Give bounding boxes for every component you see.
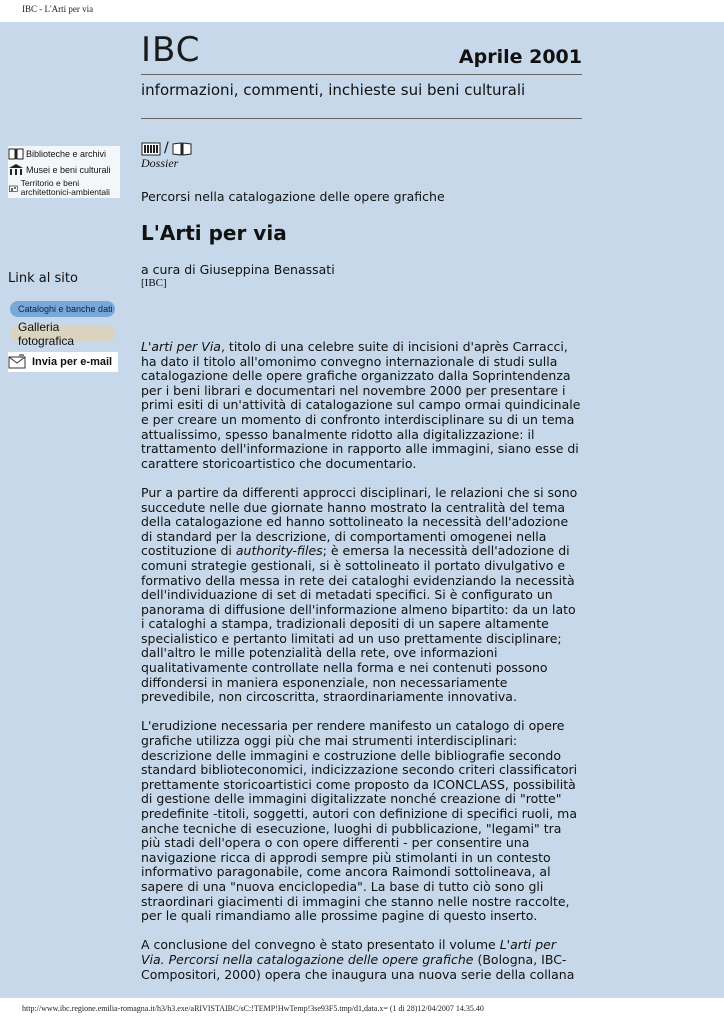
emphasis: L'arti per Via. Percorsi nella catalogazione delle opere grafiche: [141, 937, 557, 967]
text: L'erudizione necessaria per rendere manifesto un catalogo di opere grafiche utilizza oggi più che mai strumenti interdisciplinari: descrizione delle immagini e costruzione delle bibliografie secondo standard biblioteconomici, indicizzazione secondo criteri classificatori prettamente storicoartistici come proposto da ICONCLASS, possibilità di gestione delle immagini digitalizzate nonché creazione di "rotte" predefinite -titoli, soggetti, autori con definizione di specifici ruoli, ma anche tecniche di esecuzione, luoghi di pubblicazione, "legami" tra più stadi dell'opera o con opere differenti - per consentire una navigazione ricca di approdi sempre più stimolanti in un contesto informativo paragonabile, come ancora Raimondi sottolineava, al sapere di una "nuova enciclopedia". La base di tutto ciò sono gli straordinari giacimenti di immagini che stanno nelle nostre raccolte, per le quali rimandiamo alle prossime pagine di questo inserto.: [141, 718, 578, 924]
text: A conclusione del convegno è stato presentato il volume: [141, 937, 500, 953]
ibc-logo[interactable]: IBC: [141, 30, 201, 70]
paragraph: [141, 486, 582, 705]
email-label: Invia per e-mail: [32, 356, 113, 368]
emphasis: authority-files: [235, 543, 323, 559]
print-footer: http://www.ibc.regione.emilia-romagna.it/h3/h3.exe/aRIVISTAIBC/sC:!TEMP!HwTemp!3se93F5.tmp/d1,data.x= (1 di 28)12/04/2007 14.35.40: [22, 1004, 484, 1013]
text: , titolo di una celebre suite di incisioni d'après Carracci, ha dato il titolo all'omonimo convegno internazionale di studi sulla catalogazione delle opere grafiche organizzato dalla Soprintendenza per i beni librari e documentari nel novembre 2000 per presentare i primi esiti di un'attività di catalogazione sul campo ormai quindicinale e per creare un momento di confronto interdisciplinare su di un tema attualissimo, spesso banalmente ridotto alla digitalizzazione: il trattamento dell'informazione in rapporto alle immagini, siano esse di carattere storicoartistico che documentario.: [141, 339, 581, 471]
page: [0, 22, 724, 998]
paragraph: [141, 719, 582, 923]
cataloghi-button[interactable]: Cataloghi e banche dati: [10, 301, 115, 317]
tagline: informazioni, commenti, inchieste sui beni culturali: [141, 81, 526, 99]
header-divider-bottom: [141, 118, 582, 119]
section-separator: /: [164, 140, 169, 156]
article-kicker: Percorsi nella catalogazione delle opere grafiche: [141, 189, 445, 204]
header-divider: [141, 74, 582, 75]
sidebar-item-label: Territorio e beni architettonici-ambientali: [20, 178, 110, 197]
email-button[interactable]: [8, 352, 118, 372]
text: (Bologna, IBC-Compositori, 2000) opera che inaugura una nuova serie della collana: [141, 951, 575, 982]
sidebar-item-label: Musei e beni culturali: [26, 164, 111, 175]
museum-icon: [8, 164, 24, 176]
article-byline: a cura di Giuseppina Benassati: [141, 262, 335, 277]
print-header: IBC - L'Arti per via: [22, 4, 94, 14]
sidebar-item-territorio[interactable]: [8, 178, 120, 198]
text: Pur a partire da differenti approcci disciplinari, le relazioni che si sono succedute nelle due giornate hanno mostrato la centralità del tema della catalogazione ed hanno sottolineato la necessità dell'adozione di standard per la descrizione, di comportamenti omogenei nella costituzione di: [141, 484, 578, 559]
sidebar-item-biblioteche[interactable]: [8, 146, 120, 162]
galleria-button[interactable]: Galleria fotografica: [10, 326, 115, 342]
text: ; è emersa la necessità dell'adozione di comuni strategie gestionali, si è sottolineato il portato divulgativo e formativo della messa in rete dei cataloghi evidenziando la necessità dell'individuazione di set di metadati specifici. Si è configurato un panorama di diffusione dell'informazione almeno bipartito: da un lato i cataloghi a stampa, tradizionali depositi di un sapere altamente specialistico e pertanto limitati ad un uso prettamente disciplinare; dall'altro le mille potenzialità della rete, ove informazioni qualitativamente controllate nella forma e nei contenuti possono diffondersi in maniera esponenziale, non necessariamente prevedibile, non circoscritta, straordinariamente innovativa.: [141, 543, 576, 705]
paragraph: [141, 340, 582, 471]
paragraph: [141, 938, 582, 982]
section-icons: [141, 140, 192, 156]
sidebar-item-musei[interactable]: [8, 162, 120, 178]
article-title: L'Arti per via: [141, 221, 287, 245]
book-icon: [8, 148, 24, 160]
section-label: Dossier: [141, 156, 179, 170]
building-icon: [8, 182, 19, 194]
library-icon[interactable]: [141, 141, 161, 156]
article-org: [IBC]: [141, 277, 167, 289]
article-body: [141, 340, 582, 997]
emphasis: L'arti per Via: [141, 339, 221, 354]
site-links-label: Link al sito: [8, 271, 78, 286]
issue-date: Aprile 2001: [458, 46, 582, 68]
envelope-icon: [8, 353, 28, 371]
sidebar-item-label: Biblioteche e archivi: [26, 148, 107, 159]
open-book-icon[interactable]: [172, 141, 192, 156]
sidebar-menu: [8, 146, 120, 198]
